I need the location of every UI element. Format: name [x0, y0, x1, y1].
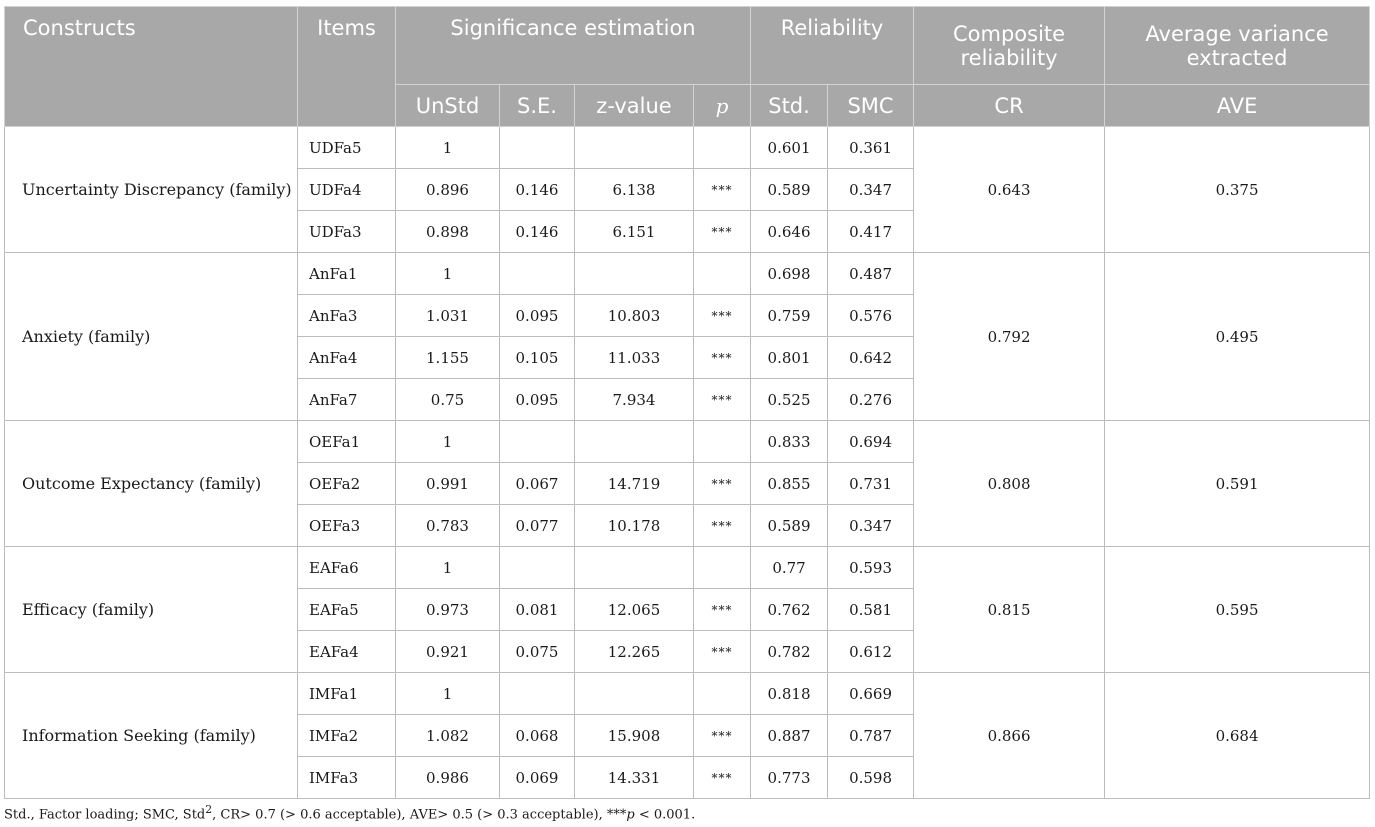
std-cell: 0.589	[751, 169, 828, 211]
unstd-cell: 1	[396, 547, 500, 589]
unstd-cell: 0.898	[396, 211, 500, 253]
ave-cell: 0.375	[1105, 127, 1370, 253]
smc-cell: 0.694	[828, 421, 914, 463]
item-cell: OEFa3	[298, 505, 396, 547]
smc-cell: 0.487	[828, 253, 914, 295]
unstd-cell: 1.082	[396, 715, 500, 757]
header-se: S.E.	[500, 85, 575, 127]
smc-cell: 0.581	[828, 589, 914, 631]
footnote-text-1: Std., Factor loading; SMC, Std	[4, 807, 206, 823]
item-cell: AnFa4	[298, 337, 396, 379]
reliability-table	[4, 6, 1370, 799]
zvalue-cell	[575, 421, 694, 463]
item-cell: AnFa1	[298, 253, 396, 295]
zvalue-cell: 10.178	[575, 505, 694, 547]
unstd-cell: 0.75	[396, 379, 500, 421]
se-cell	[500, 127, 575, 169]
std-cell: 0.525	[751, 379, 828, 421]
zvalue-cell: 14.719	[575, 463, 694, 505]
smc-cell: 0.612	[828, 631, 914, 673]
table-header	[5, 7, 1370, 127]
zvalue-cell	[575, 673, 694, 715]
std-cell: 0.833	[751, 421, 828, 463]
ave-cell: 0.495	[1105, 253, 1370, 421]
construct-cell: Uncertainty Discrepancy (family)	[5, 127, 298, 253]
cr-cell: 0.643	[914, 127, 1105, 253]
item-cell: IMFa1	[298, 673, 396, 715]
unstd-cell: 1	[396, 673, 500, 715]
p-cell: ***	[694, 295, 751, 337]
p-cell	[694, 253, 751, 295]
unstd-cell: 0.973	[396, 589, 500, 631]
table-row	[5, 673, 1370, 715]
construct-cell: Information Seeking (family)	[5, 673, 298, 799]
unstd-cell: 0.896	[396, 169, 500, 211]
std-cell: 0.77	[751, 547, 828, 589]
zvalue-cell	[575, 547, 694, 589]
zvalue-cell: 6.138	[575, 169, 694, 211]
se-cell	[500, 673, 575, 715]
zvalue-cell: 10.803	[575, 295, 694, 337]
cr-cell: 0.815	[914, 547, 1105, 673]
smc-cell: 0.417	[828, 211, 914, 253]
zvalue-cell: 12.065	[575, 589, 694, 631]
ave-cell: 0.595	[1105, 547, 1370, 673]
unstd-cell: 0.991	[396, 463, 500, 505]
se-cell: 0.146	[500, 169, 575, 211]
smc-cell: 0.787	[828, 715, 914, 757]
p-cell: ***	[694, 505, 751, 547]
header-significance: Significance estimation	[396, 7, 751, 85]
p-cell	[694, 673, 751, 715]
item-cell: IMFa2	[298, 715, 396, 757]
unstd-cell: 0.986	[396, 757, 500, 799]
std-cell: 0.589	[751, 505, 828, 547]
p-cell: ***	[694, 379, 751, 421]
item-cell: IMFa3	[298, 757, 396, 799]
cr-cell: 0.792	[914, 253, 1105, 421]
item-cell: UDFa5	[298, 127, 396, 169]
p-cell	[694, 421, 751, 463]
table-row	[5, 127, 1370, 169]
smc-cell: 0.347	[828, 505, 914, 547]
header-std: Std.	[751, 85, 828, 127]
footnote-text-3: < 0.001.	[634, 807, 696, 823]
smc-cell: 0.642	[828, 337, 914, 379]
smc-cell: 0.669	[828, 673, 914, 715]
se-cell: 0.077	[500, 505, 575, 547]
footnote-superscript: 2	[205, 803, 213, 816]
zvalue-cell: 12.265	[575, 631, 694, 673]
zvalue-cell: 6.151	[575, 211, 694, 253]
header-items: Items	[298, 7, 396, 127]
se-cell: 0.068	[500, 715, 575, 757]
std-cell: 0.887	[751, 715, 828, 757]
item-cell: UDFa4	[298, 169, 396, 211]
header-unstd: UnStd	[396, 85, 500, 127]
unstd-cell: 0.921	[396, 631, 500, 673]
header-ave: AVE	[1105, 85, 1370, 127]
std-cell: 0.818	[751, 673, 828, 715]
header-constructs: Constructs	[5, 7, 298, 127]
unstd-cell: 1	[396, 253, 500, 295]
header-cr: CR	[914, 85, 1105, 127]
zvalue-cell	[575, 127, 694, 169]
std-cell: 0.801	[751, 337, 828, 379]
construct-cell: Outcome Expectancy (family)	[5, 421, 298, 547]
item-cell: AnFa3	[298, 295, 396, 337]
smc-cell: 0.593	[828, 547, 914, 589]
item-cell: OEFa1	[298, 421, 396, 463]
se-cell	[500, 421, 575, 463]
se-cell: 0.105	[500, 337, 575, 379]
se-cell	[500, 253, 575, 295]
ave-cell: 0.591	[1105, 421, 1370, 547]
p-cell: ***	[694, 589, 751, 631]
item-cell: EAFa6	[298, 547, 396, 589]
item-cell: UDFa3	[298, 211, 396, 253]
zvalue-cell	[575, 253, 694, 295]
std-cell: 0.601	[751, 127, 828, 169]
std-cell: 0.646	[751, 211, 828, 253]
p-cell	[694, 127, 751, 169]
header-composite-reliability: Composite reliability	[914, 7, 1105, 85]
table-row	[5, 253, 1370, 295]
footnote-p: p	[626, 807, 635, 823]
std-cell: 0.762	[751, 589, 828, 631]
header-ave-long: Average variance extracted	[1105, 7, 1370, 85]
ave-cell: 0.684	[1105, 673, 1370, 799]
header-p: p	[694, 85, 751, 127]
table-body	[5, 127, 1370, 799]
cr-cell: 0.808	[914, 421, 1105, 547]
std-cell: 0.759	[751, 295, 828, 337]
std-cell: 0.855	[751, 463, 828, 505]
se-cell: 0.095	[500, 379, 575, 421]
cr-cell: 0.866	[914, 673, 1105, 799]
unstd-cell: 0.783	[396, 505, 500, 547]
p-cell	[694, 547, 751, 589]
zvalue-cell: 14.331	[575, 757, 694, 799]
p-cell: ***	[694, 169, 751, 211]
header-smc: SMC	[828, 85, 914, 127]
header-zvalue: z-value	[575, 85, 694, 127]
smc-cell: 0.576	[828, 295, 914, 337]
se-cell: 0.075	[500, 631, 575, 673]
p-cell: ***	[694, 715, 751, 757]
se-cell	[500, 547, 575, 589]
item-cell: OEFa2	[298, 463, 396, 505]
se-cell: 0.069	[500, 757, 575, 799]
unstd-cell: 1	[396, 127, 500, 169]
unstd-cell: 1	[396, 421, 500, 463]
p-cell: ***	[694, 463, 751, 505]
smc-cell: 0.276	[828, 379, 914, 421]
zvalue-cell: 11.033	[575, 337, 694, 379]
se-cell: 0.067	[500, 463, 575, 505]
unstd-cell: 1.031	[396, 295, 500, 337]
unstd-cell: 1.155	[396, 337, 500, 379]
construct-cell: Anxiety (family)	[5, 253, 298, 421]
item-cell: EAFa5	[298, 589, 396, 631]
smc-cell: 0.731	[828, 463, 914, 505]
footnote-text-2: , CR> 0.7 (> 0.6 acceptable), AVE> 0.5 (> 0.3 acceptable), ***	[212, 807, 627, 823]
smc-cell: 0.361	[828, 127, 914, 169]
table-row	[5, 547, 1370, 589]
se-cell: 0.095	[500, 295, 575, 337]
p-cell: ***	[694, 757, 751, 799]
p-cell: ***	[694, 337, 751, 379]
table-footnote	[4, 803, 695, 822]
item-cell: AnFa7	[298, 379, 396, 421]
smc-cell: 0.347	[828, 169, 914, 211]
std-cell: 0.782	[751, 631, 828, 673]
smc-cell: 0.598	[828, 757, 914, 799]
se-cell: 0.081	[500, 589, 575, 631]
header-reliability: Reliability	[751, 7, 914, 85]
p-cell: ***	[694, 211, 751, 253]
p-cell: ***	[694, 631, 751, 673]
std-cell: 0.773	[751, 757, 828, 799]
std-cell: 0.698	[751, 253, 828, 295]
zvalue-cell: 15.908	[575, 715, 694, 757]
item-cell: EAFa4	[298, 631, 396, 673]
construct-cell: Efficacy (family)	[5, 547, 298, 673]
table-row	[5, 421, 1370, 463]
zvalue-cell: 7.934	[575, 379, 694, 421]
se-cell: 0.146	[500, 211, 575, 253]
